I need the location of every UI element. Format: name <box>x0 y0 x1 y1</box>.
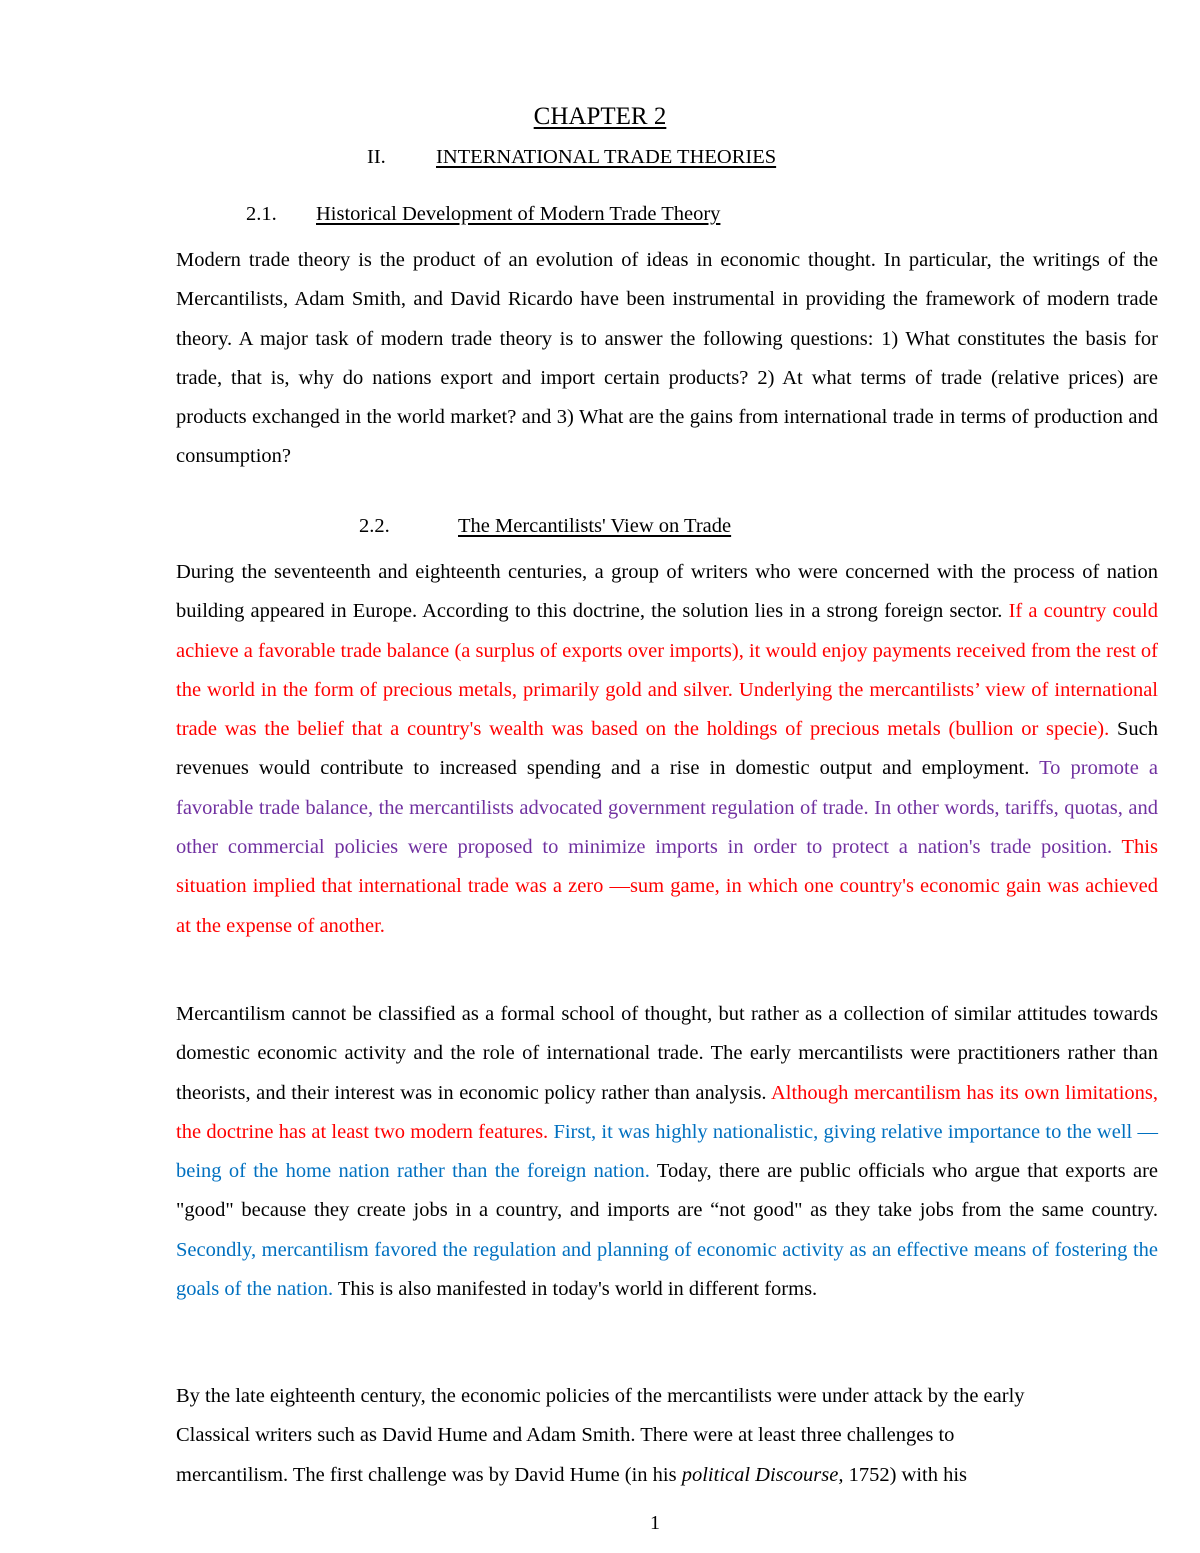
section-2-1-title: Historical Development of Modern Trade Theory <box>316 203 721 225</box>
p1-highlight-red-2: This situation implied that international trade was a zero —sum game, in which one country's economic gain was achieved at the expense of another. <box>176 836 1158 937</box>
section-2-2-title: The Mercantilists' View on Trade <box>458 515 732 537</box>
p2-text-1: Mercantilism cannot be classified as a formal school of thought, but rather as a collection of similar attitudes towards domestic economic activity and the role of international trade. The early mercantilists were practitioners rather than theorists, and their interest was in economic policy rather than analysis. <box>176 1003 1158 1104</box>
p2-text-2: Today, there are public officials who argue that exports are "good" because they create jobs in a country, and imports are “not good" as they take jobs from the same country. <box>176 1160 1158 1222</box>
p3-line-3 <box>176 1456 1158 1495</box>
mercantilists-paragraph-1 <box>176 553 1158 946</box>
p1-highlight-purple: To promote a favorable trade balance, the mercantilists advocated government regulation of trade. In other words, tariffs, quotas, and other commercial policies were proposed to minimize imports in order to protect a nation's trade position. <box>176 757 1158 859</box>
p3-line-1: By the late eighteenth century, the economic policies of the mercantilists were under attack by the early <box>176 1385 1025 1407</box>
mercantilists-paragraph-2 <box>176 995 1158 1309</box>
p2-highlight-blue-2: Secondly, mercantilism favored the regulation and planning of economic activity as an effective means of fostering the goals of the nation. <box>176 1238 1158 1301</box>
section-2-1-number: 2.1. <box>246 203 277 225</box>
p2-highlight-blue-1: First, it was highly nationalistic, giving relative importance to the well — being of the home nation rather than the foreign nation. <box>176 1120 1158 1183</box>
part-title: INTERNATIONAL TRADE THEORIES <box>436 146 777 168</box>
section-2-1-paragraph: Modern trade theory is the product of an evolution of ideas in economic thought. In particular, the writings of the Mercantilists, Adam Smith, and David Ricardo have been instrumental in providing the framework of modern trade theory. A major task of modern trade theory is to answer the following questions: 1) What constitutes the basis for trade, that is, why do nations export and import certain products? 2) At what terms of trade (relative prices) are products exchanged in the world market? and 3) What are the gains from international trade in terms of production and consumption? <box>176 249 1158 468</box>
p3-line-3-start: mercantilism. The first challenge was by David Hume (in his <box>176 1463 682 1486</box>
part-number: II. <box>367 146 386 168</box>
section-2-2-number: 2.2. <box>359 515 390 537</box>
p1-text-2: Such revenues would contribute to increased spending and a rise in domestic output and employment. <box>176 718 1158 780</box>
p1-highlight-red-1: If a country could achieve a favorable trade balance (a surplus of exports over imports), it would enjoy payments received from the rest of the world in the form of precious metals, primarily gold and silver. Underlying the mercantilists’ view of international trade was the belief that a country's wealth was based on the holdings of precious metals (bullion or specie). <box>176 600 1158 741</box>
p1-text-1: During the seventeenth and eighteenth centuries, a group of writers who were concerned with the process of nation building appeared in Europe. According to this doctrine, the solution lies in a strong foreign sector. <box>176 561 1158 623</box>
mercantilists-paragraph-3 <box>176 1377 1158 1495</box>
p2-highlight-red: Although mercantilism has its own limitations, the doctrine has at least two modern features. <box>176 1081 1158 1143</box>
p3-line-2: Classical writers such as David Hume and Adam Smith. There were at least three challenges to <box>176 1424 955 1447</box>
chapter-title: CHAPTER 2 <box>533 103 667 130</box>
p2-text-3: This is also manifested in today's world in different forms. <box>333 1278 818 1301</box>
p3-line-3-end: 1752) with his <box>843 1463 968 1486</box>
page-number: 1 <box>650 1512 660 1534</box>
p3-book-title: political Discourse, <box>681 1463 844 1486</box>
